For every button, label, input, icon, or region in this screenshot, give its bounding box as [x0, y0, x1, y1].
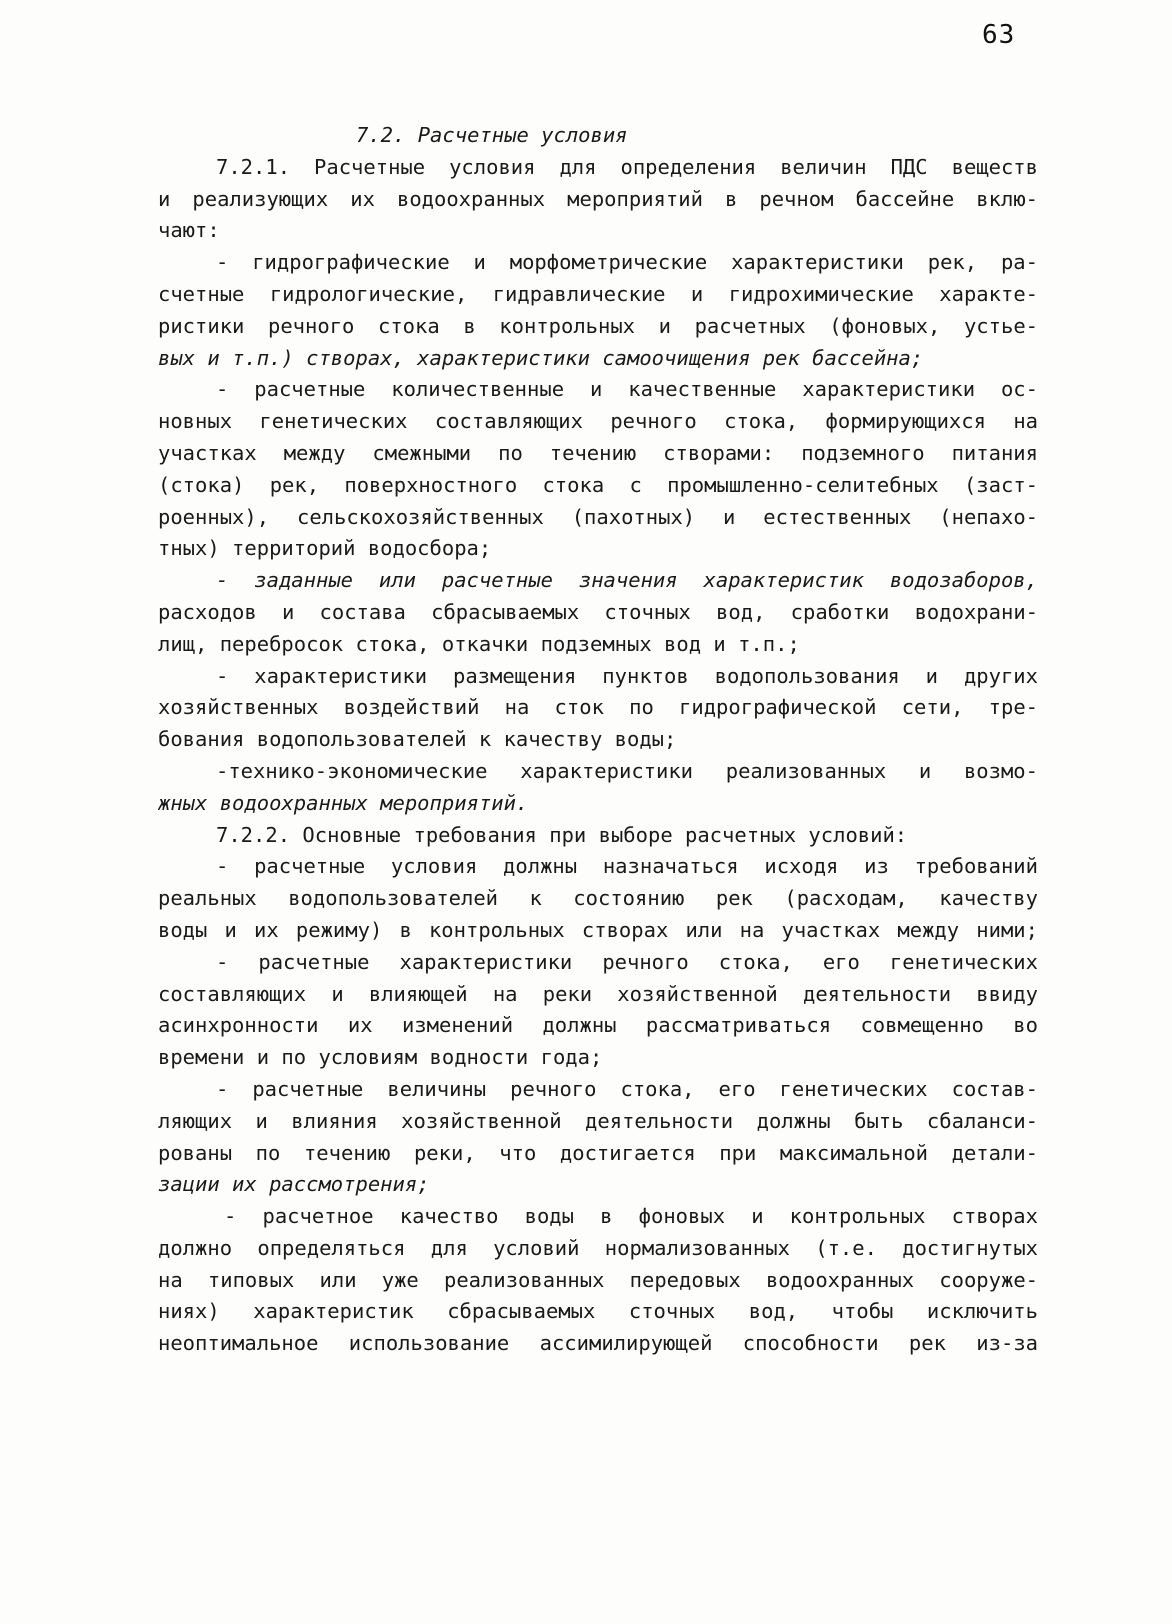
text-line: и реализующих их водоохранных мероприятий в речном бассейне вклю- [158, 186, 1038, 211]
text-line: (стока) рек, поверхностного стока с промышленно-селитебных (заст- [158, 472, 1038, 497]
text-line: чают: [158, 218, 220, 243]
text-line: роенных), сельскохозяйственных (пахотных) и естественных (непахо- [158, 504, 1038, 529]
text-line: - расчетные условия должны назначаться исходя из требований [216, 854, 1038, 879]
text-line: должно определяться для условий нормализованных (т.е. достигнутых [158, 1235, 1038, 1260]
text-line: - гидрографические и морфометрические характеристики рек, ра- [216, 250, 1038, 275]
text-line: - расчетные величины речного стока, его генетических состав- [216, 1076, 1038, 1101]
text-line: тных) территорий водосбора; [158, 536, 492, 561]
page-body [158, 120, 1038, 1360]
text-line: расходов и состава сбрасываемых сточных вод, сработки водохрани- [158, 599, 1038, 624]
text-line: хозяйственных воздействий на сток по гидрографической сети, тре- [158, 695, 1038, 720]
section-title: 7.2. Расчетные условия [356, 123, 628, 147]
text-line: зации их рассмотрения; [158, 1172, 430, 1197]
text-line: на типовых или уже реализованных передовых водоохранных сооруже- [158, 1267, 1038, 1292]
text-line: времени и по условиям водности года; [158, 1045, 603, 1070]
text-line: - расчетные характеристики речного стока, его генетических [216, 949, 1038, 974]
text-line: - расчетные количественные и качественные характеристики ос- [216, 377, 1038, 402]
text-line: 7.2.1. Расчетные условия для определения величин ПДС веществ [216, 154, 1038, 179]
text-line: лищ, перебросок стока, откачки подземных вод и т.п.; [158, 631, 800, 656]
text-line: составляющих и влияющей на реки хозяйственной деятельности ввиду [158, 981, 1038, 1006]
text-line: воды и их режиму) в контрольных створах или на участках между ними; [158, 917, 1038, 942]
text-line: ляющих и влияния хозяйственной деятельности должны быть сбаланси- [158, 1108, 1038, 1133]
text-line: 7.2.2. Основные требования при выборе расчетных условий: [216, 822, 908, 847]
text-line: асинхронности их изменений должны рассматриваться совмещенно во [158, 1013, 1038, 1038]
text-line: - расчетное качество воды в фоновых и контрольных створах [224, 1204, 1038, 1229]
text-line: вых и т.п.) створах, характеристики самоочищения рек бассейна; [158, 345, 924, 370]
text-line: ниях) характеристик сбрасываемых сточных вод, чтобы исключить [158, 1299, 1038, 1324]
text-line: -технико-экономические характеристики реализованных и возмо- [216, 758, 1038, 783]
page-number: 63 [982, 20, 1016, 50]
text-line: ристики речного стока в контрольных и расчетных (фоновых, устье- [158, 313, 1038, 338]
text-line: счетные гидрологические, гидравлические и гидрохимические характе- [158, 281, 1038, 306]
text-line: - характеристики размещения пунктов водопользования и других [216, 663, 1038, 688]
text-line: неоптимальное использование ассимилирующей способности рек из-за [158, 1331, 1038, 1356]
text-line: бования водопользователей к качеству воды; [158, 727, 677, 752]
text-line: реальных водопользователей к состоянию рек (расходам, качеству [158, 886, 1038, 911]
text-line: участках между смежными по течению створами: подземного питания [158, 440, 1038, 465]
text-line: - заданные или расчетные значения характеристик водозаборов, [216, 568, 1038, 593]
text-line: жных водоохранных мероприятий. [158, 790, 529, 815]
text-line: новных генетических составляющих речного стока, формирующихся на [158, 409, 1038, 434]
text-line: рованы по течению реки, что достигается при максимальной детали- [158, 1140, 1038, 1165]
